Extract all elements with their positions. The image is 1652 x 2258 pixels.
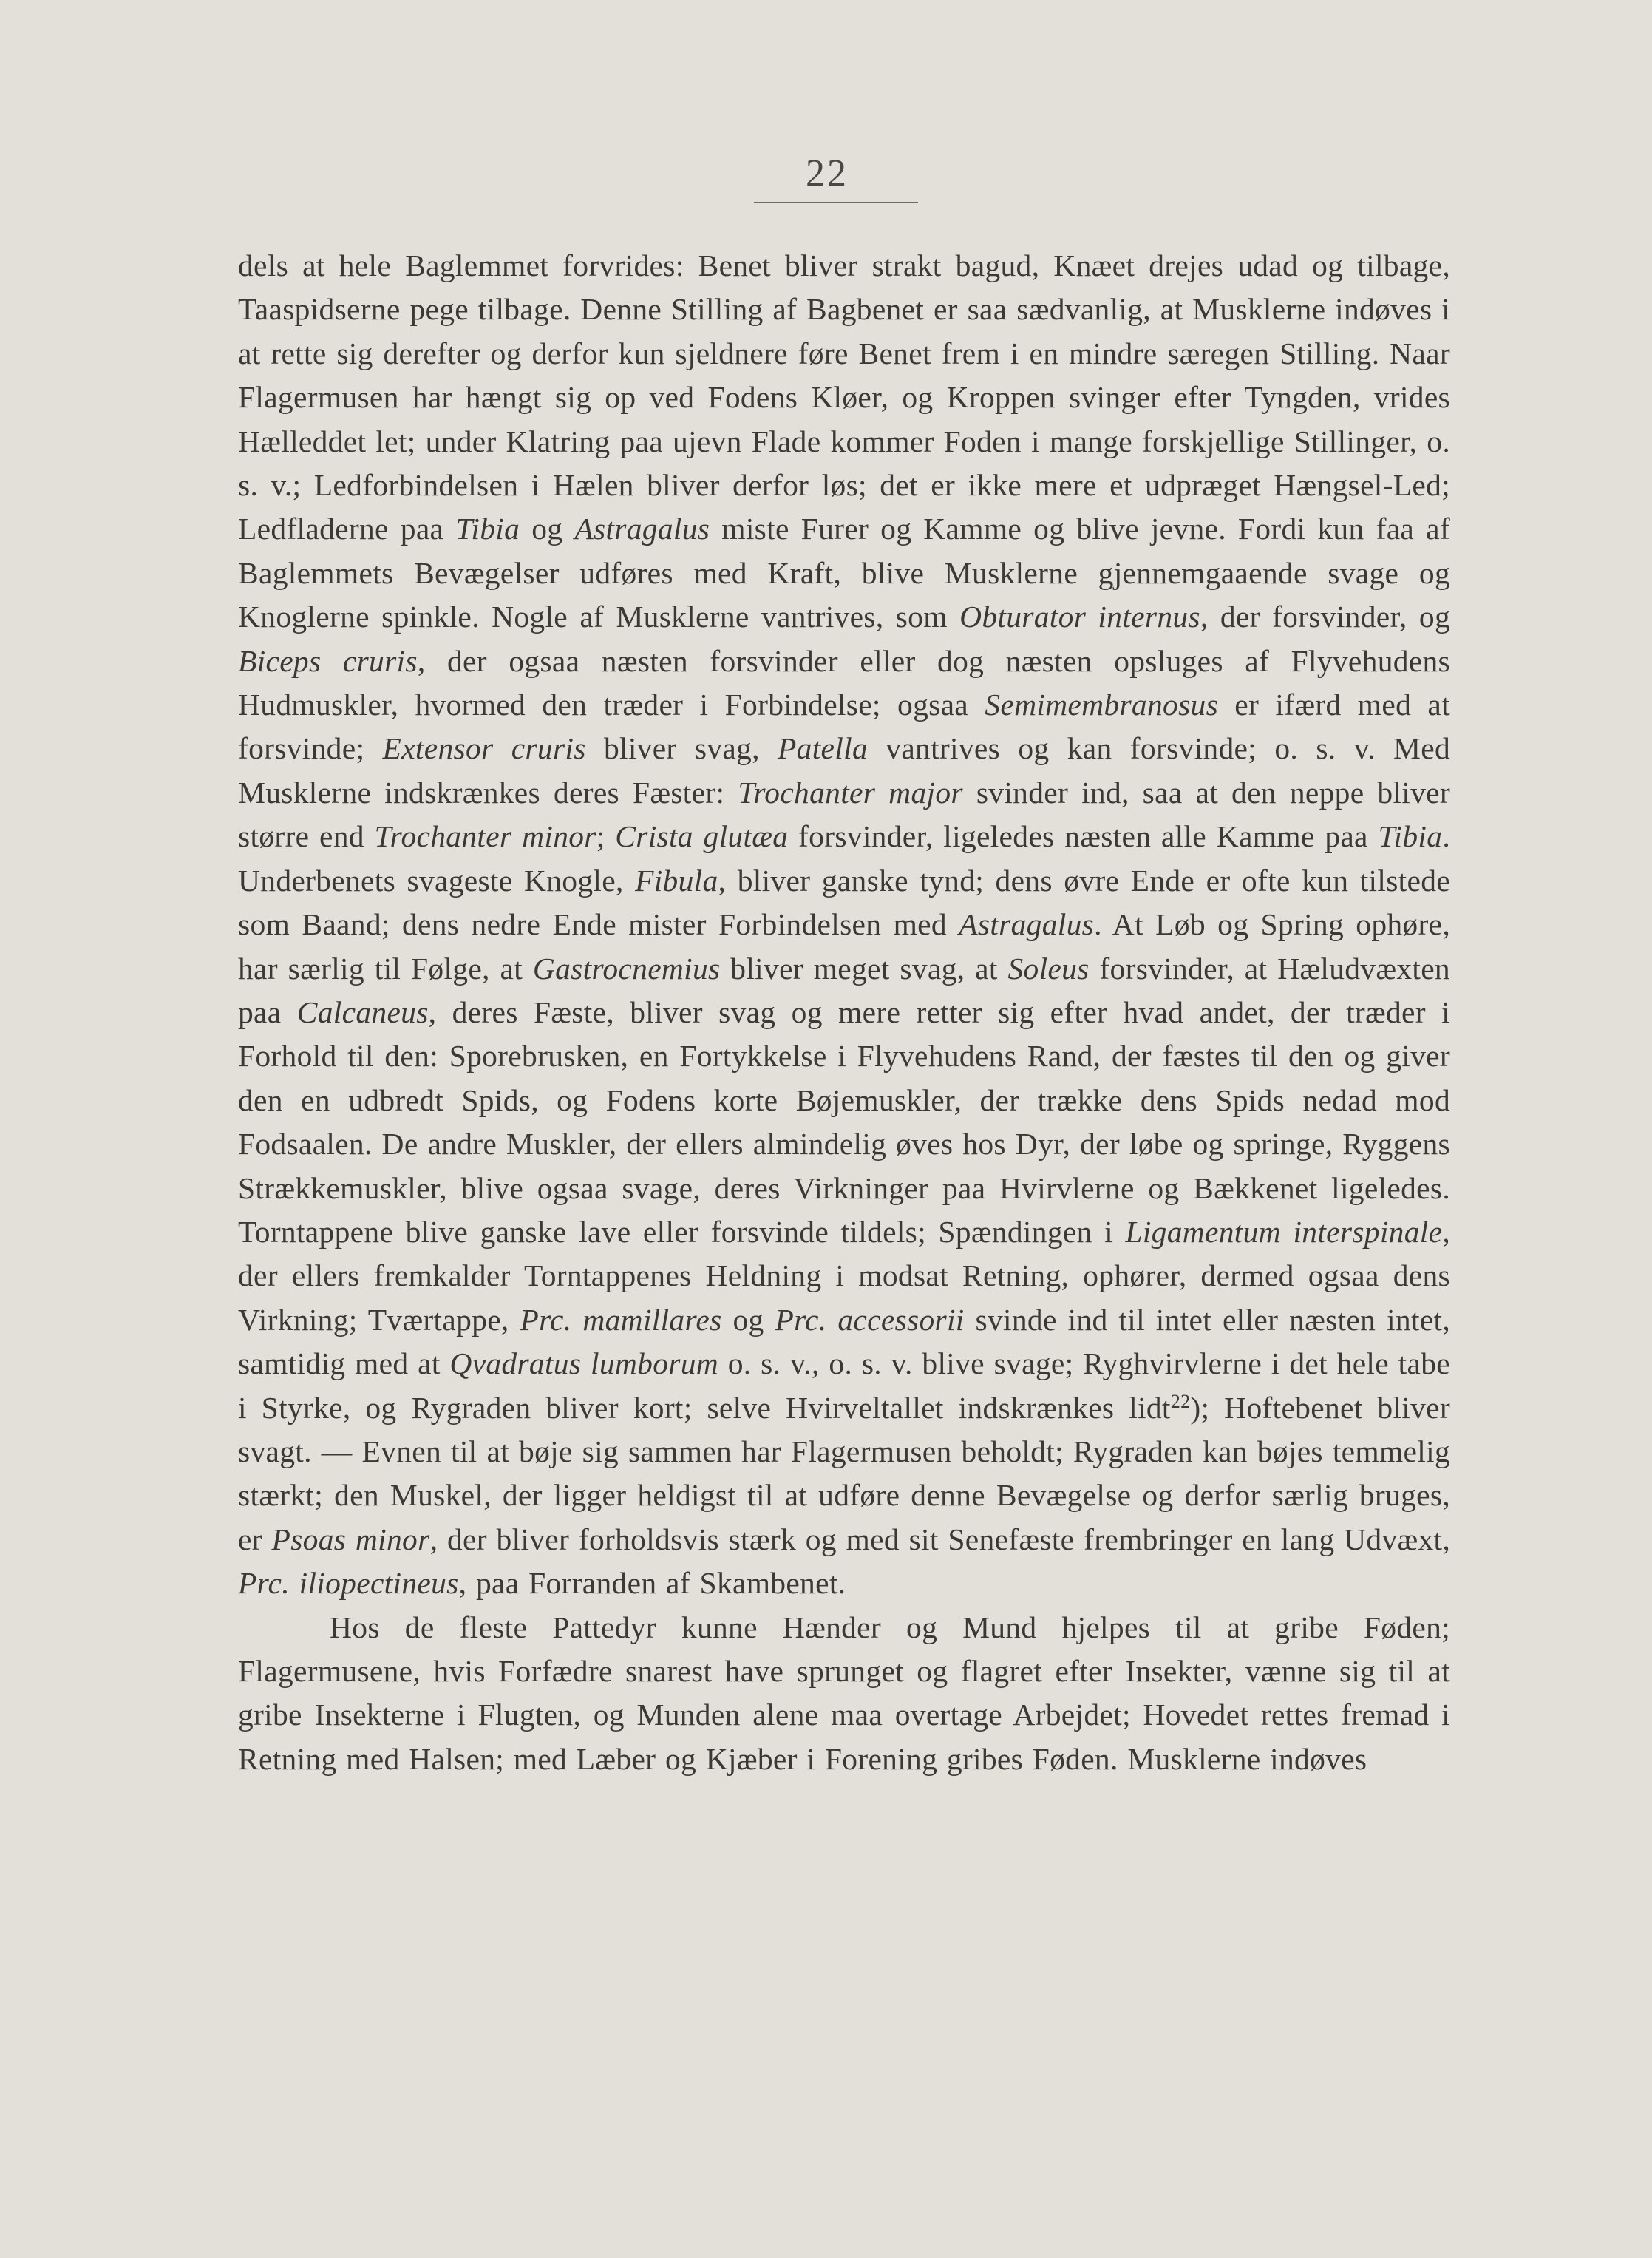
text-run: svinder ind, saa at den neppe bliver større end: [238, 775, 1451, 854]
text-run: , der ellers fremkalder Torntappenes Heldning i modsat Retning, ophører, dermed ogsaa dens Virkning; Tværtappe,: [238, 1214, 1450, 1337]
italic-term: Trochanter major: [738, 775, 963, 810]
text-run: , bliver ganske tynd; dens øvre Ende er ofte kun tilstede som Baand; dens nedre Ende mister Forbindelsen med: [238, 863, 1450, 942]
text-run: , paa Forranden af Skambenet.: [458, 1566, 846, 1601]
italic-term: Prc. iliopectineus: [238, 1566, 459, 1601]
italic-term: Qvadratus lumborum: [449, 1346, 719, 1381]
text-run: og: [721, 1302, 775, 1337]
page-number: 22: [806, 152, 849, 194]
paragraph: [238, 244, 1450, 1606]
text-run: vantrives og kan forsvinde; o. s. v. Med Musklerne indskrænkes deres Fæster:: [238, 731, 1450, 810]
italic-term: Calcaneus: [296, 994, 429, 1029]
text-run: forsvinder, at Hæludvæxten paa: [238, 951, 1450, 1029]
italic-term: Prc. accessorii: [775, 1302, 965, 1337]
italic-term: Astragalus: [959, 907, 1095, 942]
italic-term: Prc. mamillares: [520, 1302, 722, 1337]
text-run: svinde ind til intet eller næsten intet, samtidig med at: [238, 1302, 1451, 1381]
italic-term: Semimembranosus: [985, 688, 1219, 722]
text-run: dels at hele Baglemmet forvrides: Benet bliver strakt bagud, Knæet drejes udad og tilbage, Taaspidserne pege tilbage. Denne Stilling af Bagbenet er saa sædvanlig, at Musklerne indøves i at rette sig derefter og derfor kun sjeldnere føre Benet frem i en mindre særegen Stilling. Naar Flagermusen har hængt sig op ved Fodens Kløer, og Kroppen svinger efter Tyngden, vrides Hælleddet let; under Klatring paa ujevn Flade kommer Foden i mange forskjellige Stillinger, o. s. v.; Ledforbindelsen i Hælen bliver derfor løs; det er ikke mere et udpræget Hængsel-Led; Ledfladerne paa: [238, 248, 1450, 546]
text-run: og: [520, 512, 575, 546]
italic-term: Extensor cruris: [382, 731, 586, 766]
italic-term: Astragalus: [574, 512, 710, 546]
italic-term: Gastrocnemius: [532, 951, 721, 986]
text-run: , der ogsaa næsten forsvinder eller dog næsten opsluges af Flyvehudens Hudmuskler, hvormed den træder i Forbindelse; ogsaa: [238, 643, 1451, 722]
text-run: . At Løb og Spring ophøre, har særlig til Følge, at: [238, 907, 1450, 986]
text-run: bliver svag,: [585, 731, 778, 766]
text-run: ;: [596, 819, 616, 854]
text-run: miste Furer og Kamme og blive jevne. Fordi kun faa af Baglemmets Bevægelser udføres med Kraft, blive Musklerne gjennemgaaende svage og Knoglerne spinkle. Nogle af Musklerne vantrives, som: [238, 512, 1451, 634]
italic-term: Soleus: [1007, 951, 1090, 986]
body-text: [238, 244, 1450, 1781]
text-run: er ifærd med at forsvinde;: [238, 688, 1450, 766]
text-run: , der forsvinder, og: [1200, 600, 1450, 634]
italic-term: Obturator internus: [959, 600, 1200, 634]
text-run: forsvinder, ligeledes næsten alle Kamme paa: [788, 819, 1379, 854]
italic-term: Trochanter minor: [374, 819, 596, 854]
italic-term: Tibia: [1378, 819, 1443, 854]
text-run: Hos de fleste Pattedyr kunne Hænder og Mund hjelpes til at gribe Føden; Flagermusene, hvis Forfædre snarest have sprunget og flagret efter Insekter, vænne sig til at gribe Insekterne i Flugten, og Munden alene maa overtage Arbejdet; Hovedet rettes fremad i Retning med Halsen; med Læber og Kjæber i Forening gribes Føden. Musklerne indøves: [238, 1610, 1450, 1776]
italic-term: Patella: [778, 731, 868, 766]
text-run: bliver meget svag, at: [720, 951, 1008, 986]
italic-term: Tibia: [455, 512, 520, 546]
text-run: , der bliver forholdsvis stærk og med sit Senefæste frembringer en lang Udvæxt,: [429, 1522, 1451, 1556]
italic-term: Crista glutæa: [615, 819, 789, 854]
text-run: . Underbenets svageste Knogle,: [238, 819, 1450, 898]
paragraph: [238, 1606, 1450, 1782]
text-run: ); Hoftebenet bliver svagt. — Evnen til at bøje sig sammen har Flagermusen beholdt; Rygraden kan bøjes temmelig stærkt; den Muskel, der ligger heldigst til at udføre denne Bevægelse og derfor særlig bruges, er: [238, 1390, 1450, 1556]
text-run: , deres Fæste, bliver svag og mere retter sig efter hvad andet, der træder i Forhold til den: Sporebrusken, en Fortykkelse i Flyvehudens Rand, der fæstes til den og giver den en udbredt Spids, og Fodens korte Bøjemuskler, der trække dens Spids nedad mod Fodsaalen. De andre Muskler, der ellers almindelig øves hos Dyr, der løbe og springe, Ryggens Strækkemuskler, blive ogsaa svage, deres Virkninger paa Hvirvlerne og Bækkenet ligeledes. Torntappene blive ganske lave eller forsvinde tildels; Spændingen i: [238, 994, 1450, 1249]
italic-term: Biceps cruris: [238, 643, 418, 678]
italic-term: Fibula: [635, 863, 718, 898]
italic-term: Psoas minor: [271, 1522, 430, 1556]
italic-term: Ligamentum interspinale: [1125, 1214, 1443, 1249]
text-run: o. s. v., o. s. v. blive svage; Ryghvirvlerne i det hele tabe i Styrke, og Rygraden bliver kort; selve Hvirveltallet indskrænkes lidt: [238, 1346, 1450, 1425]
footnote-reference: 22: [1170, 1390, 1191, 1412]
page-number-underline: [754, 202, 918, 203]
